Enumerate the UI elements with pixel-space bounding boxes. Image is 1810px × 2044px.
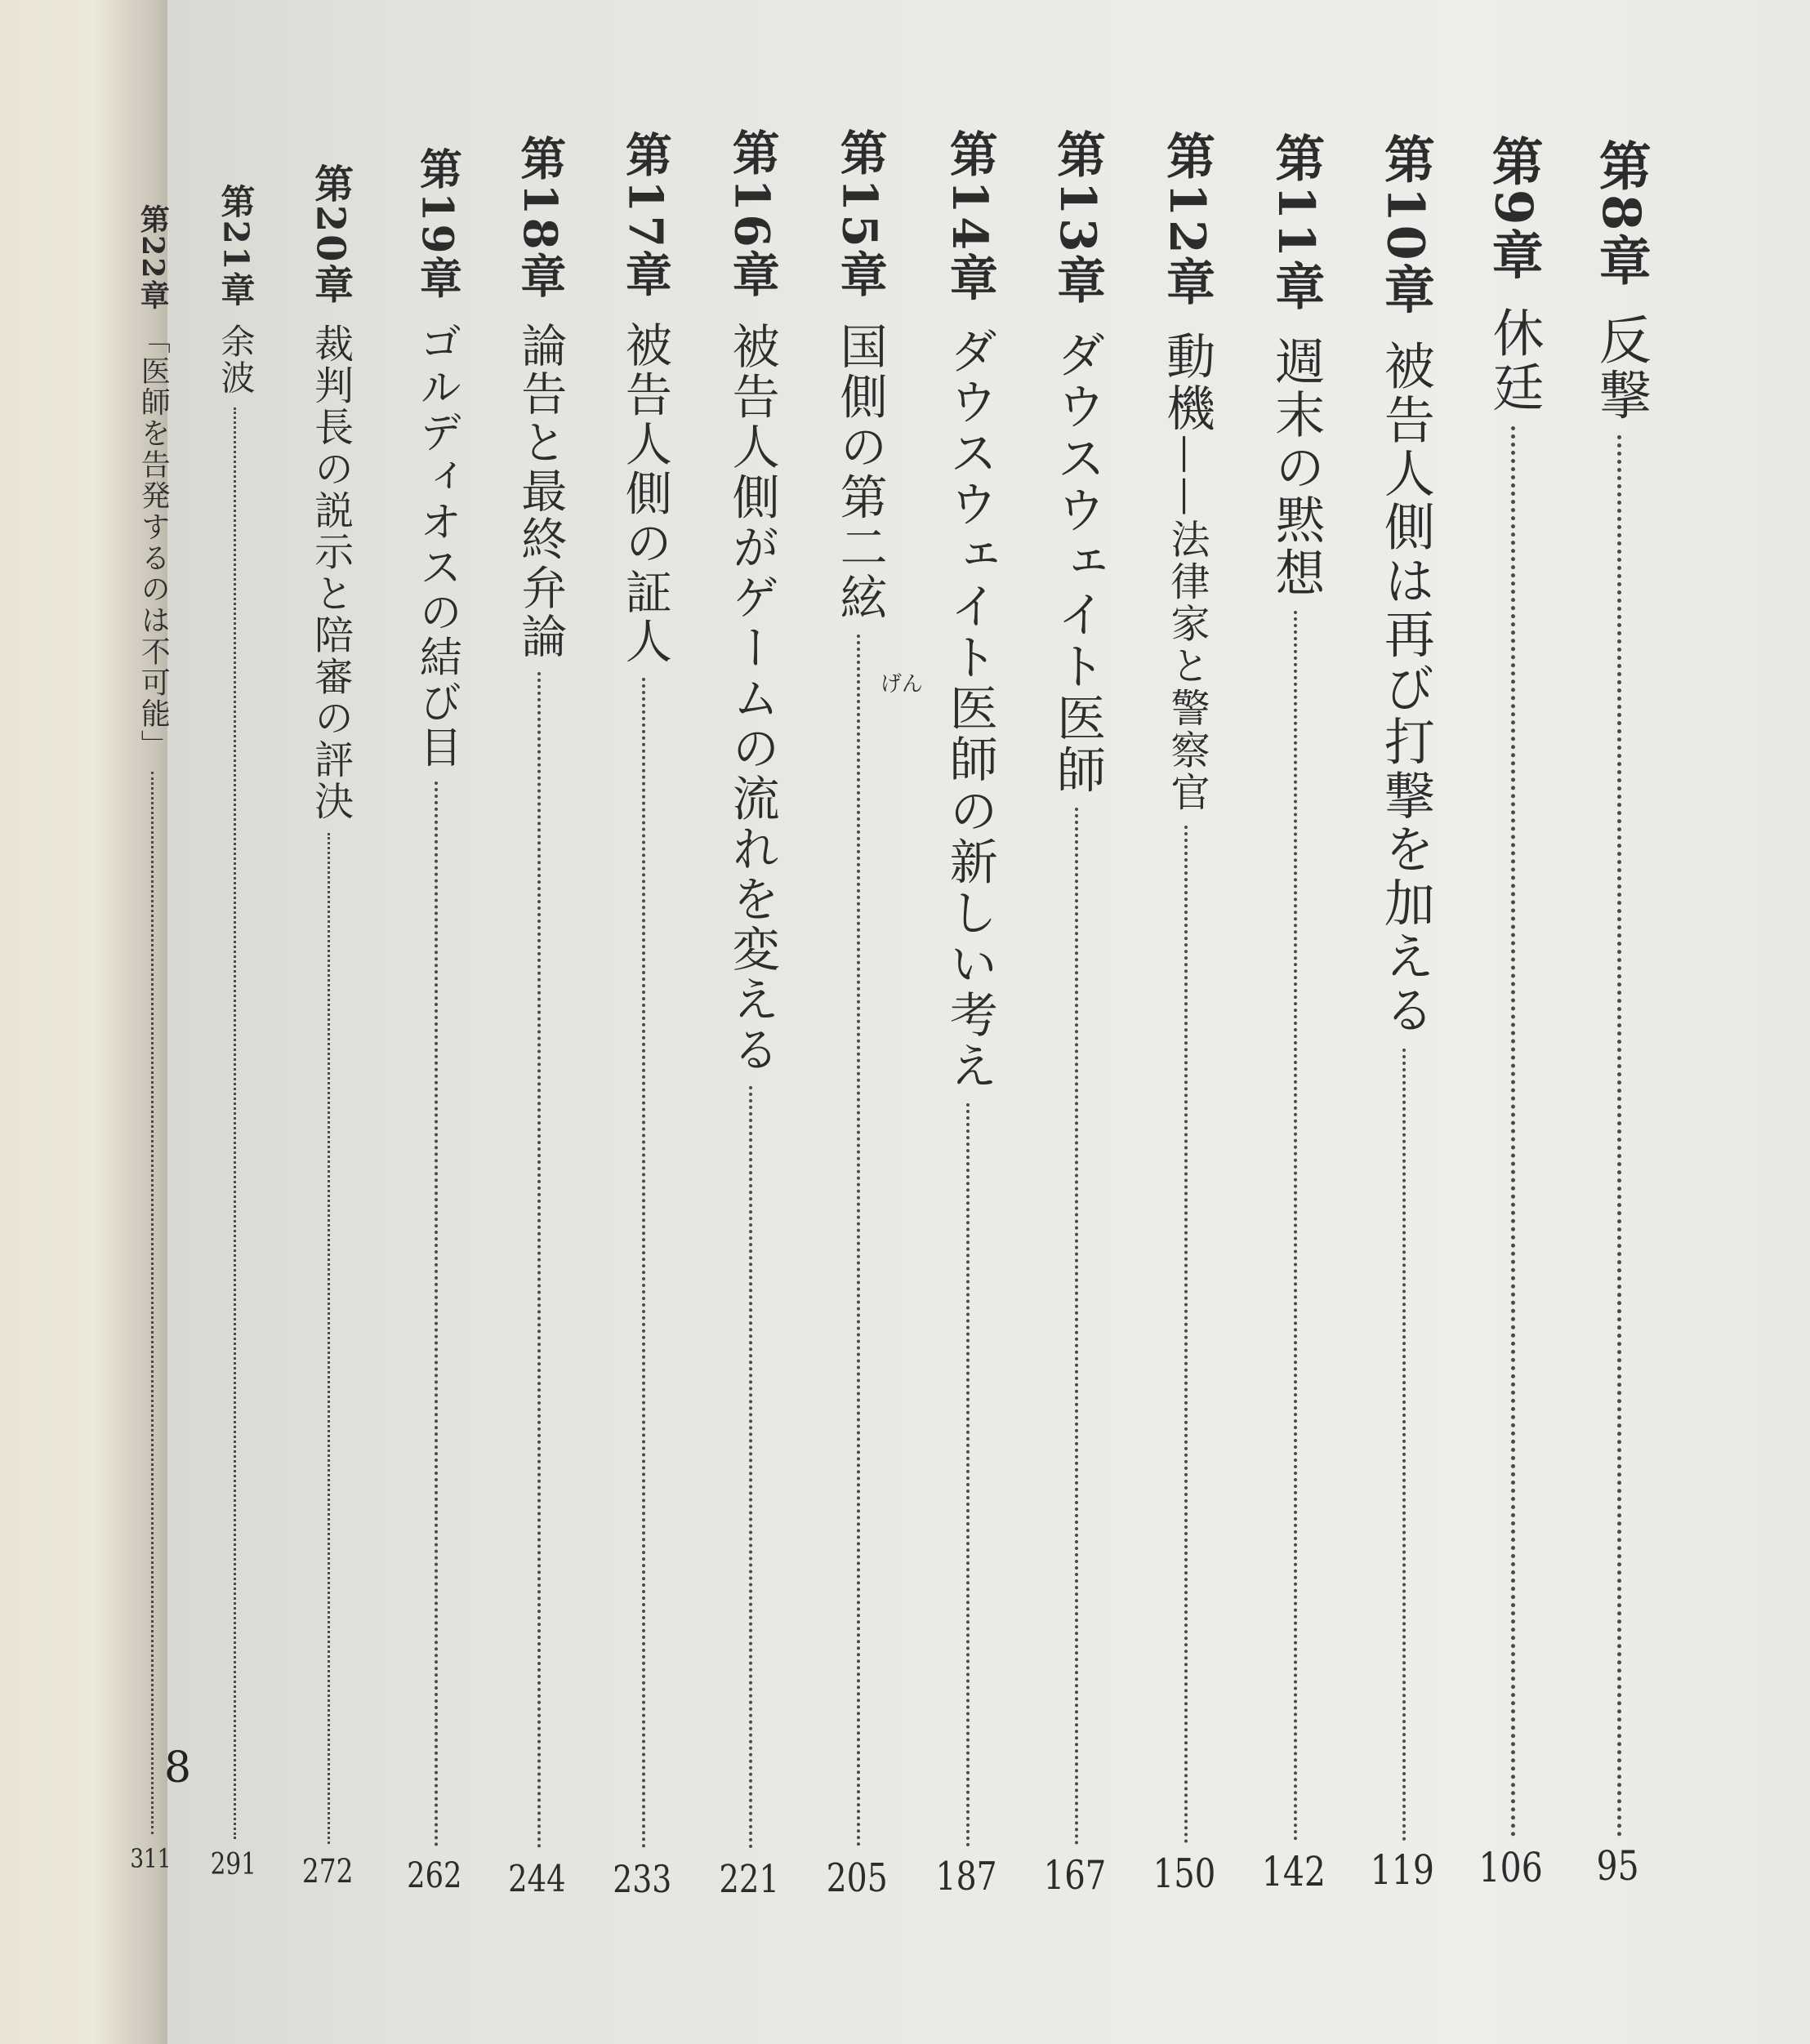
toc-entry bbox=[723, 128, 780, 1075]
toc-entry bbox=[617, 131, 672, 666]
page-number: 187 bbox=[935, 1854, 998, 1899]
chapter-number: 第22章 bbox=[136, 204, 171, 311]
chapter-title: 被告人側は再び打撃を加える bbox=[1375, 340, 1436, 1038]
chapter-number: 第19章 bbox=[412, 147, 462, 301]
page-number: 167 bbox=[1043, 1852, 1107, 1899]
chapter-number: 第8章 bbox=[1589, 139, 1652, 290]
chapter-title: 余波 bbox=[216, 323, 256, 397]
dot-leader bbox=[537, 672, 541, 1849]
toc-entry bbox=[1482, 135, 1545, 415]
page-number: 262 bbox=[406, 1855, 462, 1896]
dot-leader bbox=[435, 782, 438, 1847]
chapter-title: 休廷 bbox=[1484, 305, 1545, 416]
dot-leader bbox=[1075, 808, 1078, 1846]
chapter-number: 第10章 bbox=[1375, 133, 1436, 318]
toc-entry bbox=[1266, 132, 1326, 599]
dot-leader bbox=[151, 772, 154, 1834]
page-number: 233 bbox=[613, 1857, 672, 1901]
chapter-number: 第14章 bbox=[941, 129, 998, 305]
chapter-number: 第17章 bbox=[617, 131, 673, 301]
toc-entry bbox=[1589, 139, 1652, 424]
chapter-number: 第12章 bbox=[1158, 131, 1215, 309]
page-number: 272 bbox=[302, 1853, 354, 1890]
chapter-title: 「医師を告発するのは不可能」 bbox=[136, 323, 171, 761]
chapter-title: 裁判長の説示と陪審の評決 bbox=[307, 323, 354, 822]
toc-entry bbox=[1157, 131, 1216, 814]
page-number: 244 bbox=[508, 1857, 567, 1900]
page-number: 311 bbox=[130, 1843, 172, 1874]
chapter-title: 反撃 bbox=[1589, 312, 1651, 424]
page-number: 142 bbox=[1261, 1848, 1326, 1895]
toc-entry bbox=[1048, 129, 1107, 796]
chapter-title: 動機 bbox=[1158, 330, 1215, 435]
chapter-number: 第18章 bbox=[513, 135, 568, 301]
toc-page bbox=[130, 0, 1810, 2044]
chapter-title: ダウスウェイト医師の新しい考え bbox=[941, 325, 998, 1092]
dot-leader bbox=[749, 1086, 752, 1849]
table-of-contents bbox=[130, 0, 1810, 2044]
toc-entry bbox=[940, 129, 998, 1092]
toc-entry bbox=[1375, 133, 1435, 1037]
chapter-title: 被告人側がゲームの流れを変える bbox=[724, 321, 780, 1075]
dot-leader bbox=[234, 407, 236, 1839]
toc-entry bbox=[135, 204, 171, 760]
chapter-number: 第9章 bbox=[1483, 135, 1545, 283]
page-number: 106 bbox=[1478, 1844, 1543, 1891]
chapter-title: 論告と最終弁論 bbox=[514, 321, 568, 661]
chapter-title: 国側の第二絃 bbox=[831, 321, 888, 623]
dot-leader bbox=[1402, 1049, 1406, 1841]
toc-entry bbox=[215, 184, 256, 396]
page-number: 150 bbox=[1152, 1850, 1216, 1897]
dot-leader bbox=[857, 635, 860, 1847]
dot-leader bbox=[642, 678, 645, 1849]
chapter-number: 第11章 bbox=[1267, 132, 1326, 314]
chapter-subtitle: ——法律家と警察官 bbox=[1164, 434, 1210, 814]
chapter-title: ゴルディオスの結び目 bbox=[412, 320, 461, 771]
ruby-reading: げん bbox=[880, 671, 923, 697]
dot-leader bbox=[1184, 826, 1188, 1844]
chapter-number: 第15章 bbox=[831, 128, 888, 301]
chapter-title: 被告人側の証人 bbox=[617, 320, 672, 666]
chapter-number: 第20章 bbox=[307, 163, 354, 306]
page-number: 119 bbox=[1370, 1846, 1435, 1894]
toc-entry bbox=[831, 128, 888, 623]
chapter-number: 第13章 bbox=[1049, 129, 1106, 307]
dot-leader bbox=[1617, 435, 1621, 1837]
dot-leader bbox=[1294, 611, 1297, 1841]
toc-entry bbox=[411, 147, 461, 770]
page-number: 95 bbox=[1596, 1842, 1639, 1890]
chapter-title: 週末の黙想 bbox=[1267, 335, 1326, 600]
page-number: 291 bbox=[210, 1848, 257, 1881]
dot-leader bbox=[966, 1103, 970, 1847]
toc-entry bbox=[512, 135, 568, 661]
chapter-number: 第21章 bbox=[216, 184, 256, 309]
page-number: 221 bbox=[719, 1857, 779, 1902]
page-number: 205 bbox=[826, 1855, 888, 1901]
facing-page-number: 8 bbox=[164, 1743, 192, 1792]
dot-leader bbox=[1511, 426, 1515, 1837]
toc-entry bbox=[306, 163, 354, 822]
chapter-number: 第16章 bbox=[724, 128, 780, 301]
chapter-title: ダウスウェイト医師 bbox=[1049, 328, 1106, 797]
dot-leader bbox=[328, 833, 330, 1844]
